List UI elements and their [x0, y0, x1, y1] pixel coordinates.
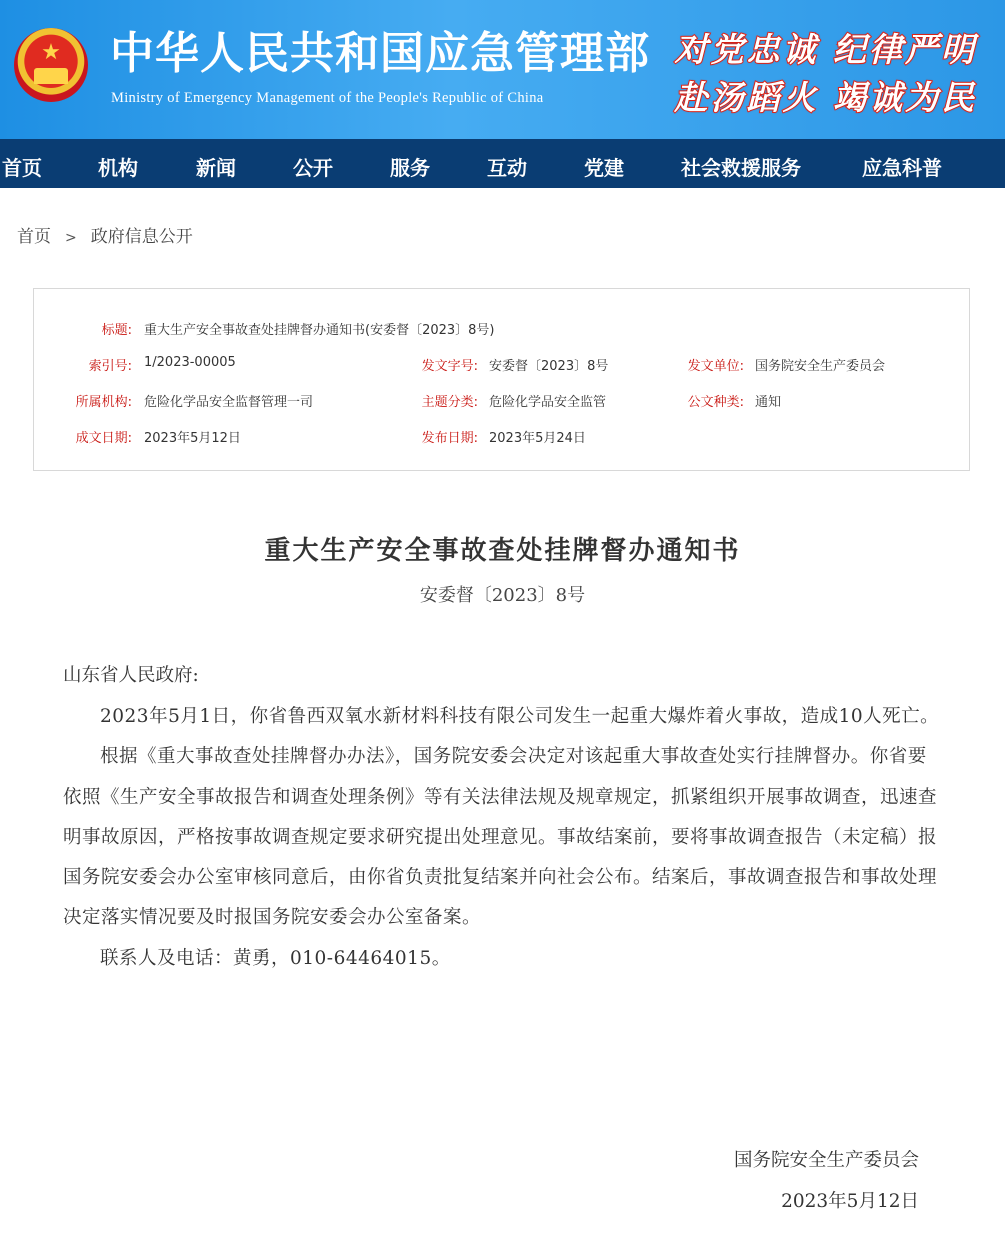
info-issuer-value: 国务院安全生产委员会: [755, 359, 886, 374]
info-written-value: 2023年5月12日: [144, 431, 241, 446]
site-subtitle: Ministry of Emergency Management of the People's Republic of China: [111, 90, 544, 106]
info-index-label: 索引号:: [88, 359, 132, 374]
site-header: [0, 0, 1005, 139]
info-written-label: 成文日期:: [75, 431, 132, 446]
national-emblem-icon[interactable]: ★: [14, 28, 88, 102]
info-type-value: 通知: [755, 395, 782, 410]
body-paragraph: 根据《重大事故查处挂牌督办办法》，国务院安委会决定对该起重大事故查处实行挂牌督办。你省要依照《生产安全事故报告和调查处理条例》等有关法律法规及规章规定，抓紧组织开展事故调查，迅速查明事故原因，严格按事故调查规定要求研究提出处理意见。事故结案前，要将事故调查报告（未定稿）报国务院安委会办公室审核同意后，由你省负责批复结案并向社会公布。结案后，事故调查报告和事故处理决定落实情况要及时报国务院安委会办公室备案。: [63, 746, 938, 929]
info-org-value: 危险化学品安全监督管理一司: [144, 395, 314, 410]
info-docno-value: 安委督〔2023〕8号: [489, 359, 609, 374]
site-title[interactable]: 中华人民共和国应急管理部: [110, 28, 650, 79]
main-nav: [0, 139, 1005, 188]
nav-item-news[interactable]: 新闻: [196, 156, 236, 180]
document-addressee: 山东省人民政府:: [63, 665, 199, 686]
nav-item-science[interactable]: 应急科普: [862, 156, 942, 180]
nav-item-service[interactable]: 服务: [390, 156, 430, 180]
nav-item-party[interactable]: 党建: [584, 156, 624, 180]
document-body: [63, 697, 941, 979]
info-issuer-label: 发文单位:: [687, 359, 744, 374]
document-signature: 国务院安全生产委员会: [733, 1150, 919, 1171]
nav-item-interaction[interactable]: 互动: [487, 156, 527, 180]
breadcrumb-home-link[interactable]: 首页: [17, 227, 51, 247]
info-title-label: 标题:: [101, 323, 132, 338]
info-title-value: 重大生产安全事故查处挂牌督办通知书(安委督〔2023〕8号): [144, 323, 495, 338]
slogan-line-1: 对党忠诚 纪律严明: [674, 30, 977, 69]
info-published-label: 发布日期:: [421, 431, 478, 446]
info-org-label: 所属机构:: [75, 395, 132, 410]
nav-item-public[interactable]: 公开: [293, 156, 333, 180]
info-docno-label: 发文字号:: [421, 359, 478, 374]
body-paragraph: 联系人及电话：黄勇，010-64464015。: [100, 947, 451, 969]
document-metadata-box: [33, 288, 970, 471]
breadcrumb-current-link[interactable]: 政府信息公开: [90, 227, 193, 247]
info-index-value: 1/2023-00005: [144, 355, 236, 370]
info-type-label: 公文种类:: [687, 395, 744, 410]
breadcrumb: [17, 222, 193, 247]
document-number: 安委督〔2023〕8号: [419, 585, 586, 606]
nav-item-home[interactable]: 首页: [2, 156, 42, 180]
nav-item-rescue-service[interactable]: 社会救援服务: [681, 156, 801, 180]
nav-item-organization[interactable]: 机构: [98, 156, 138, 180]
info-published-value: 2023年5月24日: [489, 431, 586, 446]
body-paragraph: 2023年5月1日，你省鲁西双氧水新材料科技有限公司发生一起重大爆炸着火事故，造成10人死亡。: [100, 706, 940, 727]
document-title: 重大生产安全事故查处挂牌督办通知书: [264, 536, 741, 566]
slogan-line-2: 赴汤蹈火 竭诚为民: [674, 78, 977, 117]
document-date: 2023年5月12日: [781, 1191, 919, 1212]
breadcrumb-separator: >: [65, 230, 77, 246]
info-topic-label: 主题分类:: [421, 395, 478, 410]
info-topic-value: 危险化学品安全监管: [489, 395, 607, 410]
